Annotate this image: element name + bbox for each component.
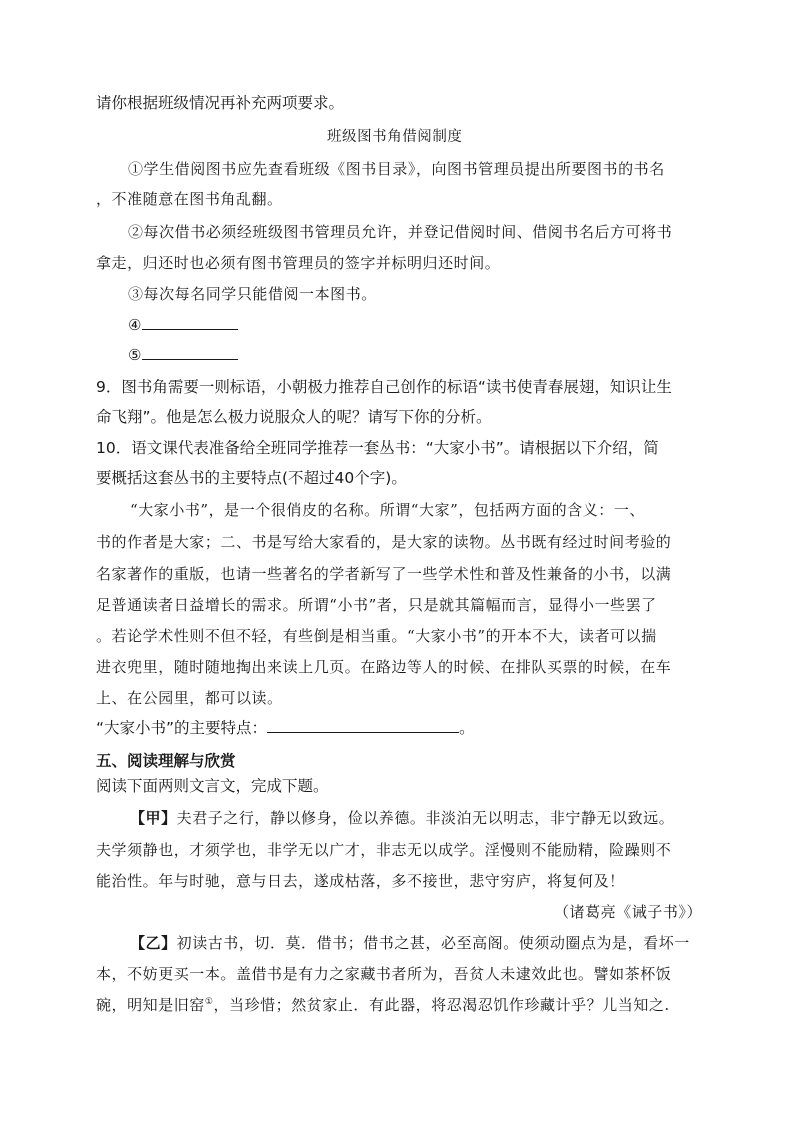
passage-yi-line-3 <box>96 998 670 1013</box>
passage-yi-marker: 【乙】 <box>130 934 177 952</box>
rule-2-line-2: 拿走，归还时也必须有图书管理员的签字并标明归还时间。 <box>96 254 501 272</box>
passage-yi-line-3-a: 碗，明知是旧窑 <box>96 996 205 1014</box>
passage-yi-line-1-text: 初读古书，切．莫．借书；借书之甚，必至高阁。使须动圈点为是，看坏一 <box>176 934 690 952</box>
question-10-line-1: 10．语文课代表准备给全班同学推荐一套丛书：“大家小书”。请根据以下介绍，简 <box>96 439 659 457</box>
rule-5-blank <box>142 358 238 360</box>
passage-jia-line-1 <box>130 811 674 826</box>
passage-yi-line-1 <box>130 936 690 951</box>
passage-line-5: 。若论学术性则不但不轻，有些倒是相当重。“大家小书”的开本不大，读者可以揣 <box>96 627 657 645</box>
passage-line-7: 上、在公园里，都可以读。 <box>96 689 283 707</box>
rule-5 <box>128 348 238 363</box>
rule-2-line-1: ②每次借书必须经班级图书管理员允许，并登记借阅时间、借阅书名后方可将书 <box>128 223 673 241</box>
rule-1-line-2: ，不准随意在图书角乱翻。 <box>96 190 283 208</box>
passage-yi-line-3-b: ，当珍惜；然贫家止．有此器，将忍渴忍饥作珍藏计乎？儿当知之. <box>213 996 670 1014</box>
passage-jia-source: （诸葛亮《诫子书》） <box>554 903 703 921</box>
rule-1-line-1: ①学生借阅图书应先查看班级《图书目录》，向图书管理员提出所要图书的书名 <box>128 160 665 178</box>
rule-5-number: ⑤ <box>128 346 142 364</box>
passage-line-2: 书的作者是大家；二、书是写给大家看的，是大家的读物。丛书既有经过时间考验的 <box>96 533 672 551</box>
passage-jia-marker: 【甲】 <box>130 809 177 827</box>
rules-title: 班级图书角借阅制度 <box>327 129 463 145</box>
section-5-heading: 五、阅读理解与欣赏 <box>96 752 236 770</box>
passage-line-4: 足普通读者日益增长的需求。所谓“小书”者，只是就其篇幅而言，显得小一些罢了 <box>96 596 657 614</box>
answer-label: “大家小书”的主要特点： <box>96 719 268 737</box>
passage-jia-line-1-text: 夫君子之行，静以修身，俭以养德。非淡泊无以明志，非宁静无以致远。 <box>176 809 675 827</box>
intro-text: 请你根据班级情况再补充两项要求。 <box>96 94 345 112</box>
question-9-line-2: 命飞翔”。他是怎么极力说服众人的呢？请写下你的分析。 <box>96 408 492 426</box>
passage-line-3: 名家著作的重版，也请一些著名的学者新写了一些学术性和普及性兼备的小书，以满 <box>96 565 672 583</box>
answer-line <box>96 721 475 737</box>
passage-line-1: “大家小书”，是一个很俏皮的名称。所谓“大家”，包括两方面的含义：一、 <box>130 501 645 519</box>
rule-4-blank <box>142 328 238 330</box>
answer-end: 。 <box>459 719 475 737</box>
passage-yi-line-2: 本，不妨更买一本。盖借书是有力之家藏书者所为，吾贫人未逮效此也。譬如茶杯饭 <box>96 965 672 983</box>
rule-4 <box>128 318 238 333</box>
answer-blank <box>267 731 459 733</box>
footnote-marker: ① <box>204 997 214 1007</box>
section-5-instruction: 阅读下面两则文言文，完成下题。 <box>96 777 329 795</box>
question-9-line-1: 9．图书角需要一则标语，小朝极力推荐自己创作的标语“读书使青春展翅，知识让生 <box>96 378 672 396</box>
question-10-line-2: 要概括这套丛书的主要特点(不超过40个字)。 <box>96 469 407 487</box>
passage-jia-line-2: 夫学须静也，才须学也，非学无以广才，非志无以成学。淫慢则不能励精，险躁则不 <box>96 841 672 859</box>
passage-line-6: 进衣兜里，随时随地掏出来读上几页。在路边等人的时候、在排队买票的时候，在车 <box>96 658 672 676</box>
passage-jia-line-3: 能治性。年与时驰，意与日去，遂成枯落，多不接世，悲守穷庐，将复何及！ <box>96 872 625 890</box>
rule-3: ③每次每名同学只能借阅一本图书。 <box>128 285 377 303</box>
rule-4-number: ④ <box>128 316 142 334</box>
